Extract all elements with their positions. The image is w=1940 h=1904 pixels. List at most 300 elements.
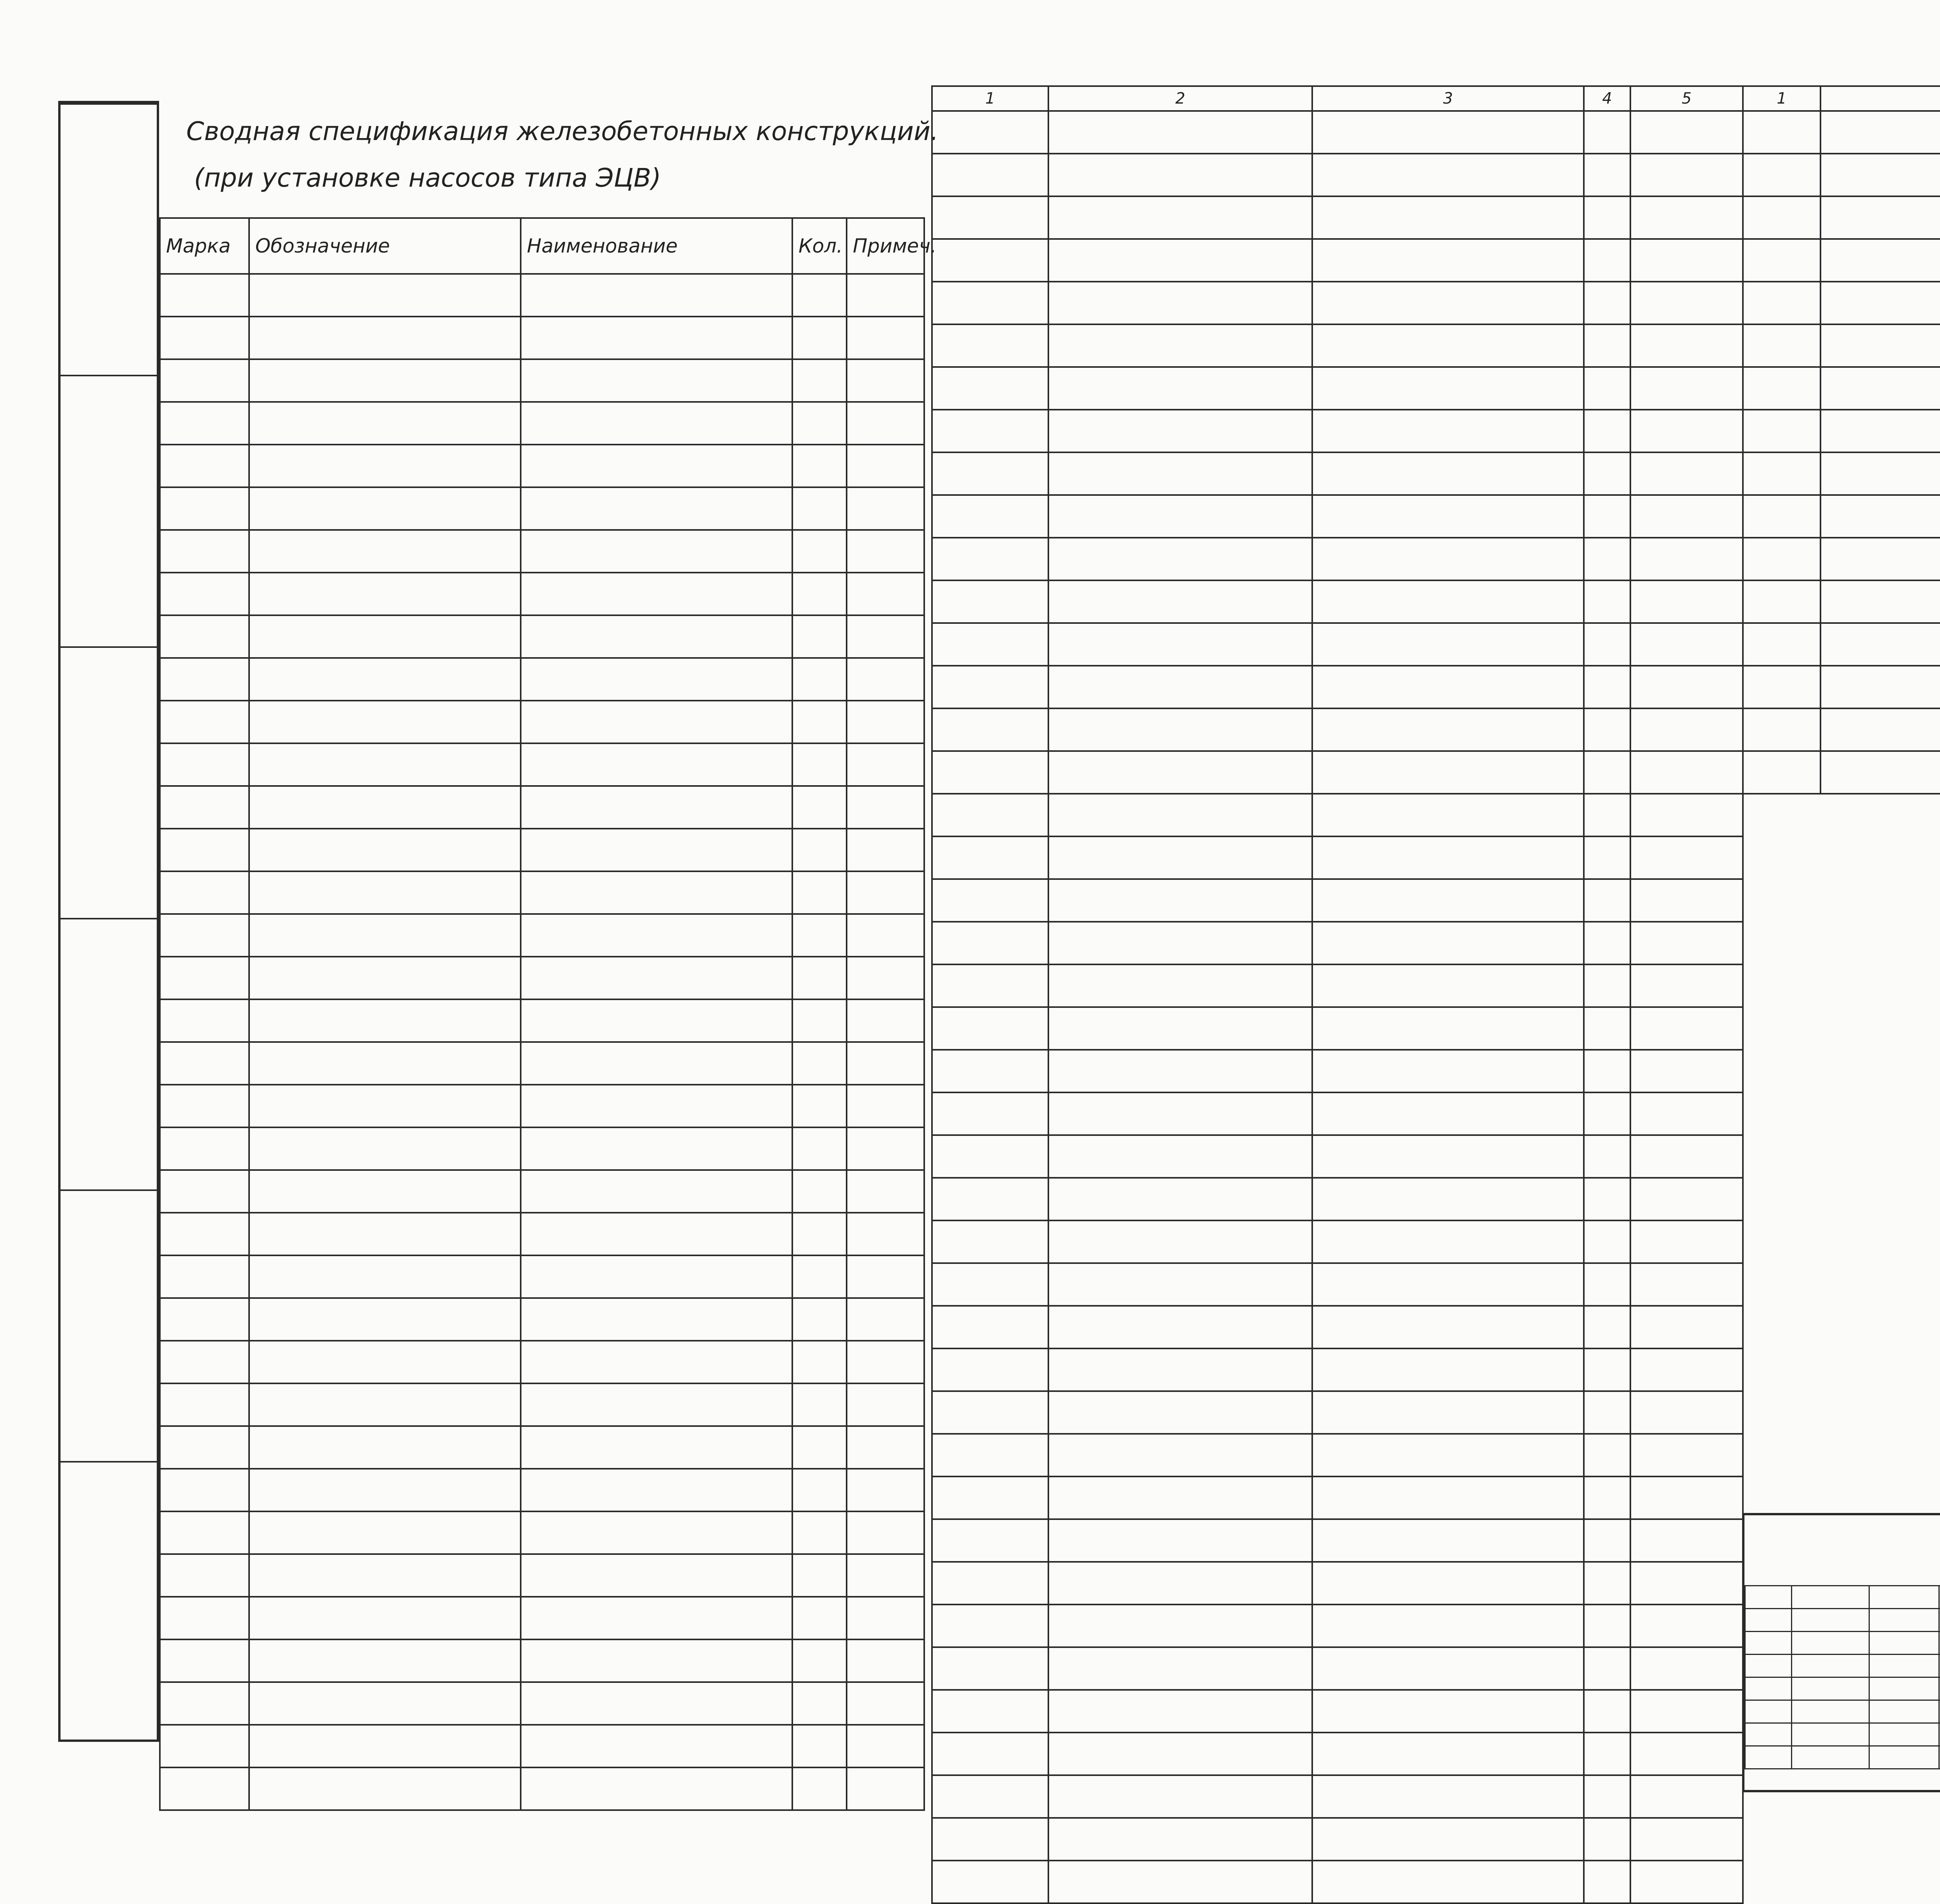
- table-cell: [521, 829, 792, 871]
- table-row: [932, 111, 1743, 154]
- table-cell: [521, 317, 792, 359]
- table-row: [932, 154, 1743, 196]
- table-row: [932, 239, 1743, 282]
- table-row: [932, 1861, 1743, 1903]
- table-cell: [160, 1511, 249, 1554]
- table-cell: [1048, 1306, 1312, 1348]
- table-cell: [932, 1092, 1048, 1135]
- table-cell: [1743, 495, 1820, 538]
- table-cell: [932, 1391, 1048, 1434]
- table-cell: [1869, 1609, 1939, 1632]
- table-cell: [1312, 1605, 1584, 1647]
- table-cell: [1820, 324, 1940, 367]
- table-cell: [1630, 1434, 1743, 1476]
- table-cell: [1048, 1605, 1312, 1647]
- table-cell: [1630, 111, 1743, 154]
- table-cell: [1630, 1733, 1743, 1775]
- table-cell: [249, 1341, 521, 1383]
- table-cell: [1820, 580, 1940, 623]
- table-cell: [249, 999, 521, 1042]
- table-cell: [1048, 1818, 1312, 1861]
- table-cell: [792, 487, 847, 530]
- table-row: [932, 1263, 1743, 1306]
- table-cell: [1745, 1632, 1792, 1655]
- table-row: [160, 914, 924, 957]
- table-cell: [1584, 1135, 1630, 1178]
- table-cell: [1584, 239, 1630, 282]
- table-cell: [1630, 367, 1743, 410]
- table-cell: [932, 1306, 1048, 1348]
- table-cell: [1312, 751, 1584, 794]
- table-row: [1745, 1655, 1940, 1677]
- table-cell: [792, 1682, 847, 1725]
- table-cell: [1048, 1690, 1312, 1733]
- table-cell: [160, 445, 249, 487]
- table-cell: [1312, 666, 1584, 708]
- table-cell: [847, 615, 924, 658]
- table-cell: [521, 1213, 792, 1255]
- table-cell: [1820, 538, 1940, 580]
- table-row: [160, 317, 924, 359]
- table-cell: [932, 1476, 1048, 1519]
- table-cell: [792, 1085, 847, 1127]
- table-cell: [249, 957, 521, 999]
- table-cell: [1048, 196, 1312, 239]
- table-cell: [160, 1213, 249, 1255]
- table-cell: [249, 1170, 521, 1213]
- table-cell: [160, 1170, 249, 1213]
- table-cell: [932, 111, 1048, 154]
- table-cell: [932, 154, 1048, 196]
- table-cell: [1312, 495, 1584, 538]
- table-cell: [792, 402, 847, 445]
- table-cell: [249, 701, 521, 743]
- table-cell: [1869, 1632, 1939, 1655]
- table-cell: [1312, 1050, 1584, 1092]
- table-cell: [160, 274, 249, 317]
- table-cell: [1584, 1007, 1630, 1050]
- table-cell: [521, 1597, 792, 1639]
- table-cell: [249, 1042, 521, 1085]
- table-cell: [521, 1469, 792, 1511]
- table-cell: [1312, 367, 1584, 410]
- table-cell: [1743, 282, 1820, 324]
- table-cell: [1584, 452, 1630, 495]
- table-cell: [521, 1341, 792, 1383]
- table-row: [160, 1682, 924, 1725]
- table-cell: [1743, 239, 1820, 282]
- table-cell: [1630, 1220, 1743, 1263]
- table-cell: [1048, 495, 1312, 538]
- table-row: [1743, 751, 1940, 794]
- table-cell: [1869, 1655, 1939, 1677]
- table-cell: [1048, 1562, 1312, 1605]
- table-row: [932, 1647, 1743, 1690]
- table-cell: [1048, 666, 1312, 708]
- table-cell: [1048, 410, 1312, 452]
- table-cell: [1584, 1348, 1630, 1391]
- table-cell: [1820, 666, 1940, 708]
- table-cell: [1048, 1519, 1312, 1562]
- side-strip-cell: [61, 918, 157, 1191]
- table-cell: [1869, 1723, 1939, 1746]
- table-cell: [847, 701, 924, 743]
- table-cell: [1745, 1677, 1792, 1700]
- table-cell: [160, 914, 249, 957]
- right-spec-table: [1742, 85, 1940, 794]
- table-cell: [847, 1511, 924, 1554]
- table-cell: [792, 1767, 847, 1810]
- table-cell: [1745, 1586, 1792, 1609]
- table-cell: [932, 1733, 1048, 1775]
- table-row: [932, 1818, 1743, 1861]
- table-cell: [1745, 1723, 1792, 1746]
- table-cell: [932, 1861, 1048, 1903]
- table-cell: [160, 530, 249, 573]
- table-cell: [249, 573, 521, 615]
- table-row: [932, 879, 1743, 922]
- table-cell: [1630, 324, 1743, 367]
- table-row: [932, 1348, 1743, 1391]
- table-cell: [249, 1255, 521, 1298]
- table-cell: [932, 708, 1048, 751]
- table-cell: [1312, 1348, 1584, 1391]
- table-cell: [1630, 580, 1743, 623]
- table-cell: [1584, 324, 1630, 367]
- table-cell: [1048, 1434, 1312, 1476]
- table-cell: [1048, 1135, 1312, 1178]
- signature-grid: [1744, 1585, 1940, 1769]
- table-cell: [847, 1682, 924, 1725]
- table-cell: [1584, 196, 1630, 239]
- table-row: [932, 1434, 1743, 1476]
- table-cell: [932, 1605, 1048, 1647]
- table-cell: [1630, 922, 1743, 964]
- table-cell: [1312, 1391, 1584, 1434]
- table-cell: [847, 658, 924, 701]
- table-cell: [847, 317, 924, 359]
- table-row: [160, 359, 924, 402]
- table-cell: [932, 1434, 1048, 1476]
- table-cell: [160, 957, 249, 999]
- table-cell: [792, 359, 847, 402]
- table-cell: [847, 829, 924, 871]
- table-cell: [1048, 1092, 1312, 1135]
- table-cell: [1630, 538, 1743, 580]
- table-cell: [1312, 1476, 1584, 1519]
- table-row: [160, 1298, 924, 1341]
- table-cell: [847, 1639, 924, 1682]
- side-strip-cell: [61, 1461, 157, 1734]
- table-cell: [932, 538, 1048, 580]
- table-cell: [1048, 1348, 1312, 1391]
- table-cell: [521, 1298, 792, 1341]
- table-cell: [932, 794, 1048, 836]
- table-cell: [1584, 1391, 1630, 1434]
- table-row: [1745, 1609, 1940, 1632]
- table-cell: [1048, 1733, 1312, 1775]
- table-cell: [1312, 410, 1584, 452]
- column-number: 4: [1584, 86, 1630, 111]
- table-cell: [521, 274, 792, 317]
- table-cell: [1048, 623, 1312, 666]
- table-cell: [1630, 1519, 1743, 1562]
- table-cell: [521, 1426, 792, 1469]
- table-cell: [521, 999, 792, 1042]
- table-cell: [932, 1562, 1048, 1605]
- table-cell: [160, 1085, 249, 1127]
- table-cell: [1584, 1306, 1630, 1348]
- table-cell: [249, 1767, 521, 1810]
- table-cell: [1048, 1220, 1312, 1263]
- table-cell: [1630, 879, 1743, 922]
- table-cell: [1743, 410, 1820, 452]
- table-cell: [249, 487, 521, 530]
- table-row: [1745, 1586, 1940, 1609]
- table-cell: [847, 1298, 924, 1341]
- table-cell: [1630, 794, 1743, 836]
- table-cell: [932, 410, 1048, 452]
- table-cell: [1048, 1178, 1312, 1220]
- table-cell: [847, 1127, 924, 1170]
- table-cell: [847, 530, 924, 573]
- table-cell: [1792, 1609, 1869, 1632]
- table-cell: [792, 871, 847, 914]
- table-cell: [1745, 1746, 1792, 1769]
- table-cell: [1630, 1092, 1743, 1135]
- table-cell: [1312, 452, 1584, 495]
- table-cell: [1630, 1818, 1743, 1861]
- table-cell: [1630, 1605, 1743, 1647]
- table-cell: [1630, 1476, 1743, 1519]
- table-cell: [521, 1725, 792, 1767]
- table-cell: [932, 623, 1048, 666]
- table-cell: [1312, 708, 1584, 751]
- table-cell: [1630, 1775, 1743, 1818]
- table-cell: [1792, 1655, 1869, 1677]
- table-cell: [932, 1690, 1048, 1733]
- table-row: [160, 1170, 924, 1213]
- table-cell: [1312, 1733, 1584, 1775]
- table-cell: [521, 658, 792, 701]
- table-cell: [1630, 239, 1743, 282]
- table-cell: [792, 1042, 847, 1085]
- table-cell: [1048, 367, 1312, 410]
- column-header-name: Наименование: [521, 218, 792, 274]
- table-cell: [847, 1597, 924, 1639]
- table-cell: [792, 1383, 847, 1426]
- table-cell: [1584, 1050, 1630, 1092]
- table-cell: [792, 957, 847, 999]
- table-cell: [160, 1597, 249, 1639]
- table-cell: [847, 871, 924, 914]
- table-row: [932, 1519, 1743, 1562]
- table-row: [160, 829, 924, 871]
- table-cell: [1745, 1700, 1792, 1723]
- table-cell: [847, 1767, 924, 1810]
- table-cell: [1869, 1746, 1939, 1769]
- column-number: 1: [1743, 86, 1820, 111]
- table-cell: [1630, 1690, 1743, 1733]
- table-cell: [1584, 794, 1630, 836]
- table-cell: [1630, 154, 1743, 196]
- table-row: [1743, 111, 1940, 154]
- table-cell: [521, 573, 792, 615]
- table-cell: [1630, 1861, 1743, 1903]
- table-row: [1745, 1746, 1940, 1769]
- table-row: [932, 580, 1743, 623]
- table-cell: [1312, 196, 1584, 239]
- table-cell: [792, 1255, 847, 1298]
- table-row: [932, 367, 1743, 410]
- table-cell: [1312, 1775, 1584, 1818]
- column-number: 2: [1048, 86, 1312, 111]
- table-cell: [160, 615, 249, 658]
- table-cell: [1048, 1007, 1312, 1050]
- column-number: 3: [1312, 86, 1584, 111]
- table-row: [932, 751, 1743, 794]
- table-cell: [249, 829, 521, 871]
- table-row: [1743, 452, 1940, 495]
- table-cell: [932, 495, 1048, 538]
- table-cell: [521, 1127, 792, 1170]
- table-cell: [1312, 879, 1584, 922]
- table-cell: [1312, 1434, 1584, 1476]
- table-cell: [1312, 1178, 1584, 1220]
- table-row: [932, 1562, 1743, 1605]
- table-row: [160, 1383, 924, 1426]
- table-cell: [1630, 1178, 1743, 1220]
- table-cell: [249, 1554, 521, 1597]
- table-cell: [1584, 623, 1630, 666]
- table-row: [932, 708, 1743, 751]
- table-cell: [160, 1127, 249, 1170]
- table-cell: [792, 1341, 847, 1383]
- table-cell: [1048, 836, 1312, 879]
- table-cell: [1820, 154, 1940, 196]
- table-cell: [1048, 324, 1312, 367]
- title-block-stamp: [1742, 1513, 1940, 1792]
- table-cell: [1630, 1050, 1743, 1092]
- table-cell: [1630, 1007, 1743, 1050]
- table-cell: [1584, 1220, 1630, 1263]
- table-row: [160, 487, 924, 530]
- table-cell: [1584, 282, 1630, 324]
- table-cell: [932, 452, 1048, 495]
- table-cell: [792, 1213, 847, 1255]
- table-cell: [1312, 623, 1584, 666]
- table-row: [932, 538, 1743, 580]
- table-cell: [792, 701, 847, 743]
- table-cell: [521, 487, 792, 530]
- table-cell: [847, 1170, 924, 1213]
- table-cell: [1584, 154, 1630, 196]
- table-cell: [847, 573, 924, 615]
- table-cell: [932, 324, 1048, 367]
- table-cell: [1584, 367, 1630, 410]
- table-cell: [521, 914, 792, 957]
- table-cell: [1743, 111, 1820, 154]
- table-row: [160, 1042, 924, 1085]
- table-cell: [932, 196, 1048, 239]
- table-cell: [1048, 1647, 1312, 1690]
- table-cell: [792, 274, 847, 317]
- table-cell: [847, 914, 924, 957]
- table-cell: [249, 1298, 521, 1341]
- table-cell: [1584, 1775, 1630, 1818]
- spec-title: Сводная спецификация железобетонных конструкций.: [186, 116, 939, 146]
- table-row: [932, 1135, 1743, 1178]
- table-cell: [932, 1647, 1048, 1690]
- table-cell: [847, 1042, 924, 1085]
- table-row: [160, 1511, 924, 1554]
- table-cell: [932, 1263, 1048, 1306]
- table-cell: [249, 1725, 521, 1767]
- table-cell: [160, 743, 249, 786]
- table-cell: [792, 743, 847, 786]
- table-cell: [249, 1682, 521, 1725]
- table-cell: [1743, 538, 1820, 580]
- table-cell: [847, 1085, 924, 1127]
- table-cell: [1584, 1263, 1630, 1306]
- table-cell: [1048, 1263, 1312, 1306]
- table-row: [932, 1007, 1743, 1050]
- table-row: [160, 615, 924, 658]
- table-cell: [521, 871, 792, 914]
- table-cell: [1048, 1391, 1312, 1434]
- table-cell: [847, 743, 924, 786]
- table-cell: [1584, 1434, 1630, 1476]
- table-cell: [1820, 751, 1940, 794]
- column-header-mark: Марка: [160, 218, 249, 274]
- table-cell: [1820, 452, 1940, 495]
- table-cell: [1820, 239, 1940, 282]
- table-cell: [932, 1348, 1048, 1391]
- table-cell: [1869, 1586, 1939, 1609]
- table-row: [932, 452, 1743, 495]
- table-cell: [521, 1255, 792, 1298]
- table-cell: [1312, 836, 1584, 879]
- table-cell: [1820, 196, 1940, 239]
- table-cell: [249, 1511, 521, 1554]
- table-cell: [1312, 324, 1584, 367]
- table-cell: [1743, 367, 1820, 410]
- table-cell: [932, 282, 1048, 324]
- table-cell: [1584, 1733, 1630, 1775]
- table-row: [932, 1050, 1743, 1092]
- table-cell: [1792, 1700, 1869, 1723]
- table-row: [160, 658, 924, 701]
- table-cell: [932, 367, 1048, 410]
- table-cell: [1312, 239, 1584, 282]
- table-cell: [1584, 879, 1630, 922]
- table-cell: [249, 1383, 521, 1426]
- table-row: [1745, 1723, 1940, 1746]
- table-cell: [1630, 1391, 1743, 1434]
- table-row: [160, 786, 924, 829]
- table-cell: [1312, 580, 1584, 623]
- table-cell: [1584, 922, 1630, 964]
- table-row: [160, 1127, 924, 1170]
- table-row: [1745, 1700, 1940, 1723]
- table-row: [932, 964, 1743, 1007]
- table-row: [160, 1255, 924, 1298]
- table-cell: [1630, 1135, 1743, 1178]
- table-cell: [792, 1597, 847, 1639]
- table-row: [1743, 495, 1940, 538]
- table-cell: [847, 445, 924, 487]
- table-cell: [1048, 1050, 1312, 1092]
